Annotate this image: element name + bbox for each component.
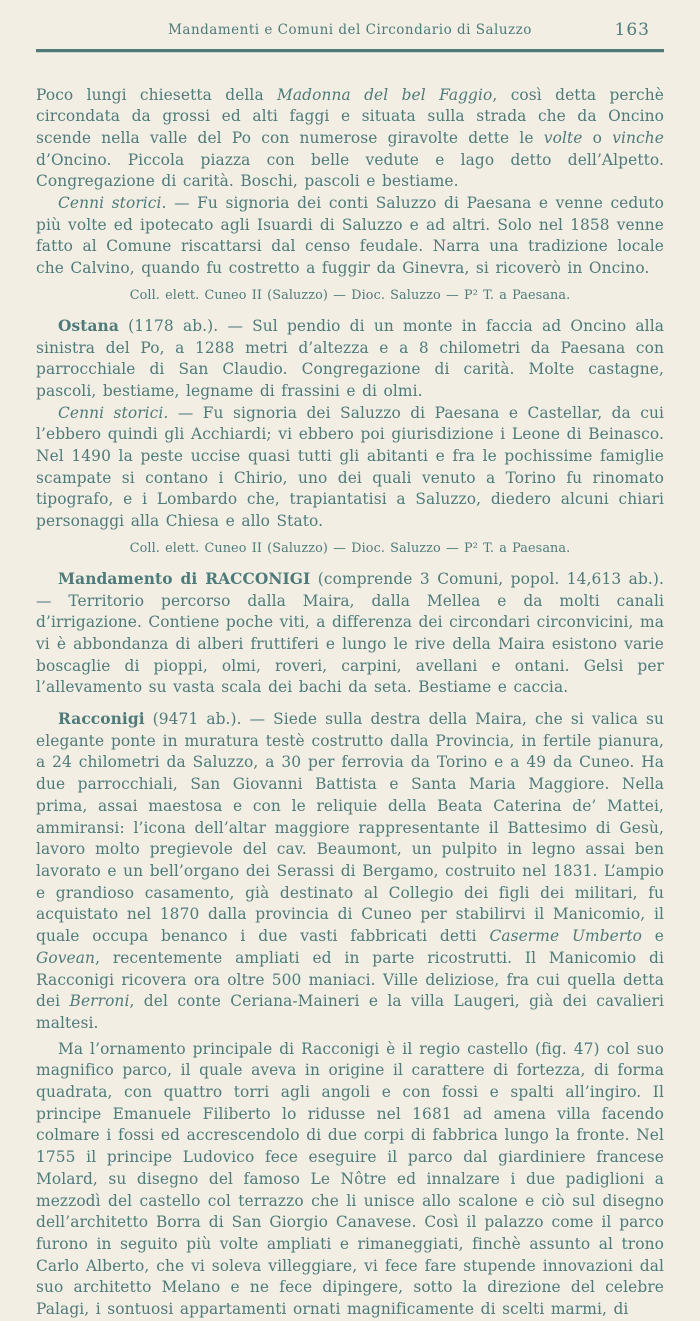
paragraph <box>36 85 664 194</box>
running-title: Mandamenti e Comuni del Circondario di Saluzzo <box>168 22 532 38</box>
text-segment: Madonna del bel Faggio <box>277 85 493 104</box>
paragraph <box>36 193 664 280</box>
text-segment: Ostana <box>58 316 119 335</box>
text-segment: Coll. elett. Cuneo II (Saluzzo) — Dioc. Saluzzo — P² T. a Paesana. <box>129 287 571 303</box>
paragraph <box>36 316 664 403</box>
page-number: 163 <box>614 20 650 40</box>
text-segment: — Fu signoria dei Saluzzo di Paesana e Castellar, da cui l’ebbero quindi gli Acchiardi; vi ebbero poi giurisdizione i Leone di Beinasco. Nel 1490 la peste uccise quasi tutti gli abitanti e fra le pochissime famiglie scampate si contano i Chirio, uno dei quali venuto a Torino fu rinomato tipografo, e i Lombardo che, trapiantatisi a Saluzzo, diedero alcuni chiari personaggi alla Chiesa e allo Stato. <box>36 403 664 531</box>
header-rule <box>36 49 664 52</box>
page-header <box>36 20 664 44</box>
text-segment: Coll. elett. Cuneo II (Saluzzo) — Dioc. Saluzzo — P² T. a Paesana. <box>129 540 571 556</box>
text-segment: o <box>582 128 613 147</box>
text-segment: — Fu signoria dei conti Saluzzo di Paesana e venne ceduto più volte ed ipotecato agli Isuardi di Saluzzo e ad altri. Solo nel 1858 venne fatto al Comune riscattarsi dal censo feudale. Narra una tradizione locale che Calvino, quando fu costretto a fuggir da Ginevra, si ricoverò in Oncino. <box>36 194 664 278</box>
paragraph <box>36 709 664 1035</box>
paragraph <box>36 569 664 699</box>
page-body <box>36 85 664 1321</box>
text-segment: , recentemente ampliati ed in parte ricostrutti. Il Manicomio di Racconigi ricovera ora oltre 500 maniaci. Ville deliziose, fra cui quella detta dei <box>36 948 664 1011</box>
text-segment: Caserme Umberto <box>489 927 642 946</box>
text-segment: , del conte Ceriana-Maineri e la villa Laugeri, già dei cavalieri maltesi. <box>36 992 664 1032</box>
text-segment: (1178 ab.). — Sul pendio di un monte in faccia ad Oncino alla sinistra del Po, a 1288 metri d’altezza e a 8 chilometri da Paesana con parrocchiale di San Claudio. Congregazione di carità. Molte castagne, pascoli, bestiame, legname di frassini e di olmi. <box>36 316 664 400</box>
text-segment: Berroni <box>69 992 130 1011</box>
electoral-note <box>36 537 664 559</box>
text-segment: vinche <box>612 128 664 147</box>
text-segment: Racconigi <box>58 710 145 729</box>
text-segment: (9471 ab.). — Siede sulla destra della Maira, che si valica su elegante ponte in muratura testè costrutto dalla Provincia, in fertile pianura, a 24 chilometri da Saluzzo, a 30 per ferrovia da Torino e a 49 da Cuneo. Ha due parrocchiali, San Giovanni Battista e Santa Maria Maggiore. Nella prima, assai maestosa e con le reliquie della Beata Caterina de’ Mattei, ammiransi: l’icona dell’altar maggiore rappresentante il Battesimo di Gesù, lavoro molto pregievole del cav. Beaumont, un pulpito in legno assai ben lavorato e un bell’organo dei Serassi di Bergamo, costruito nel 1831. L’ampio e grandioso casamento, già destinato al Collegio dei figli dei militari, fu acquistato nel 1870 dalla provincia di Cuneo per stabilirvi il Manicomio, il quale occupa benanco i due vasti fabbricati detti <box>36 710 664 946</box>
text-segment: d’Oncino. Piccola piazza con belle vedute e lago detto dell’Alpetto. Congregazione di carità. Boschi, pascoli e bestiame. <box>36 150 664 191</box>
text-segment: e <box>642 927 664 946</box>
text-segment: Govean <box>36 948 96 967</box>
text-segment: Ma l’ornamento principale di Racconigi è il regio castello (fig. 47) col suo magnifico parco, il quale aveva in origine il carattere di fortezza, di forma quadrata, con quattro torri agli angoli e con fossi e spalti all’ingiro. Il principe Emanuele Filiberto lo ridusse nel 1681 ad amena villa facendo colmare i fossi ed accrescendolo di due corpi di fabbrica lungo la fronte. Nel 1755 il principe Ludovico fece eseguire il parco dal giardiniere francese Molard, su disegno del famoso Le Nôtre ed innalzare i due padiglioni a mezzodì del castello col terrazzo che li unisce allo scalone e ciò sul disegno dell’architetto Borra di San Giorgio Canavese. Così il palazzo come il parco furono in seguito più volte ampliati e rimaneggiati, finchè assunto al trono Carlo Alberto, che vi soleva villeggiare, vi fece fare stupende innovazioni dal suo architetto Melano e ne fece dipingere, sotto la direzione del celebre Palagi, i sontuosi appartamenti ornati magnificamente di scelti marmi, di <box>36 1039 664 1319</box>
electoral-note <box>36 284 664 306</box>
text-segment: Mandamento di RACCONIGI <box>58 569 311 588</box>
text-segment: Cenni storici. <box>58 403 169 422</box>
paragraph <box>36 1039 664 1321</box>
text-segment: volte <box>543 128 583 147</box>
text-segment: Poco lungi chiesetta della <box>36 85 278 104</box>
paragraph <box>36 403 664 533</box>
text-segment: (comprende 3 Comuni, popol. 14,613 ab.). — Territorio percorso dalla Maira, dalla Mellea e da molti canali d’irrigazione. Contiene poche viti, a differenza dei circondari circonvicini, ma vi è abbondanza di alberi fruttiferi e lungo le rive della Maira esistono varie boscaglie di pioppi, olmi, roveri, carpini, avellani e ontani. Gelsi per l’allevamento su vasta scala dei bachi da seta. Bestiame e caccia. <box>36 569 664 697</box>
text-segment: , così detta perchè circondata da grossi ed alti faggi e situata sulla strada che da Oncino scende nella valle del Po con numerose giravolte dette le <box>36 85 664 147</box>
text-segment: Cenni storici. <box>58 194 167 213</box>
